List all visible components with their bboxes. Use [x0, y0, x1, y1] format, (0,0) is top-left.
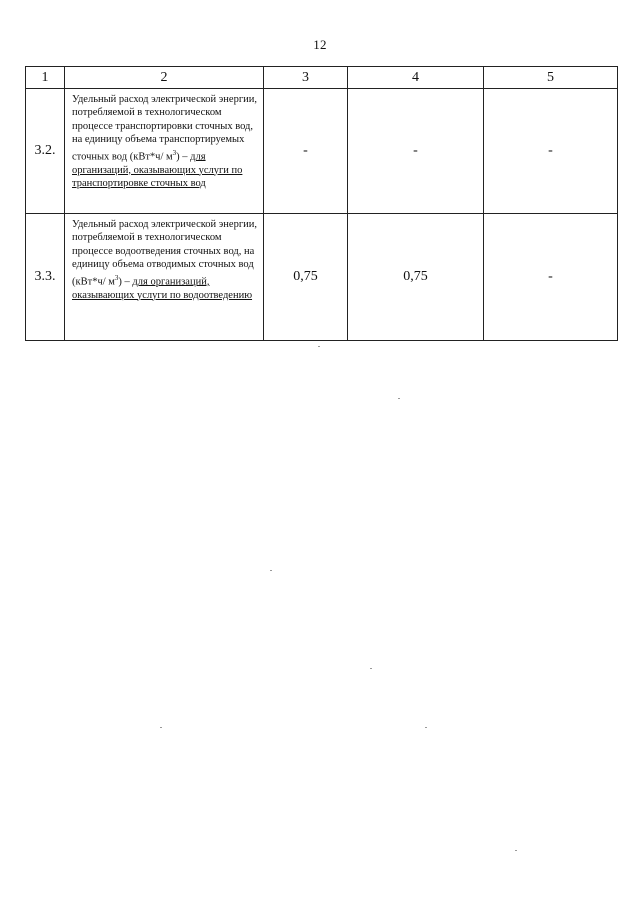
value-col3: - — [264, 89, 348, 214]
value-col4: 0,75 — [348, 214, 484, 341]
table-row — [26, 214, 618, 341]
scan-speck — [515, 850, 517, 851]
row-number: 3.3. — [26, 214, 65, 341]
description-underlined: для организаций, оказывающих услуги по транспортировке сточных вод — [72, 151, 243, 189]
scan-speck — [425, 727, 427, 728]
header-cell-3: 3 — [264, 67, 348, 89]
value-col5: - — [484, 214, 618, 341]
header-cell-2: 2 — [65, 67, 264, 89]
scan-speck — [318, 346, 320, 347]
header-cell-4: 4 — [348, 67, 484, 89]
description-dash: ) – — [176, 151, 191, 163]
row-number: 3.2. — [26, 89, 65, 214]
scan-speck — [370, 668, 372, 669]
value-col4: - — [348, 89, 484, 214]
description-dash: ) – — [118, 276, 133, 288]
description-text: Удельный расход электрической энергии, потребляемой в технологическом процессе транспортировки сточных вод, на единицу объема транспортируемых сточных вод (кВт*ч/ м — [72, 94, 258, 163]
scan-speck — [160, 727, 162, 728]
scan-speck — [398, 398, 400, 399]
unit-superscript: 3 — [172, 148, 177, 157]
scan-speck — [270, 570, 272, 571]
value-col5: - — [484, 89, 618, 214]
table-header-row — [26, 67, 618, 89]
unit-superscript: 3 — [114, 273, 119, 282]
page-number: 12 — [313, 37, 327, 52]
norms-table — [25, 66, 618, 341]
indicator-description — [65, 89, 264, 214]
description-underlined: для организаций, оказывающих услуги по водоотведению — [72, 276, 253, 301]
header-cell-5: 5 — [484, 67, 618, 89]
header-cell-1: 1 — [26, 67, 65, 89]
indicator-description — [65, 214, 264, 341]
value-col3: 0,75 — [264, 214, 348, 341]
description-text: Удельный расход электрической энергии, потребляемой в технологическом процессе водоотведения сточных вод, на единицу объема отводимых сточных вод (кВт*ч/ м — [72, 219, 258, 288]
table-row — [26, 89, 618, 214]
